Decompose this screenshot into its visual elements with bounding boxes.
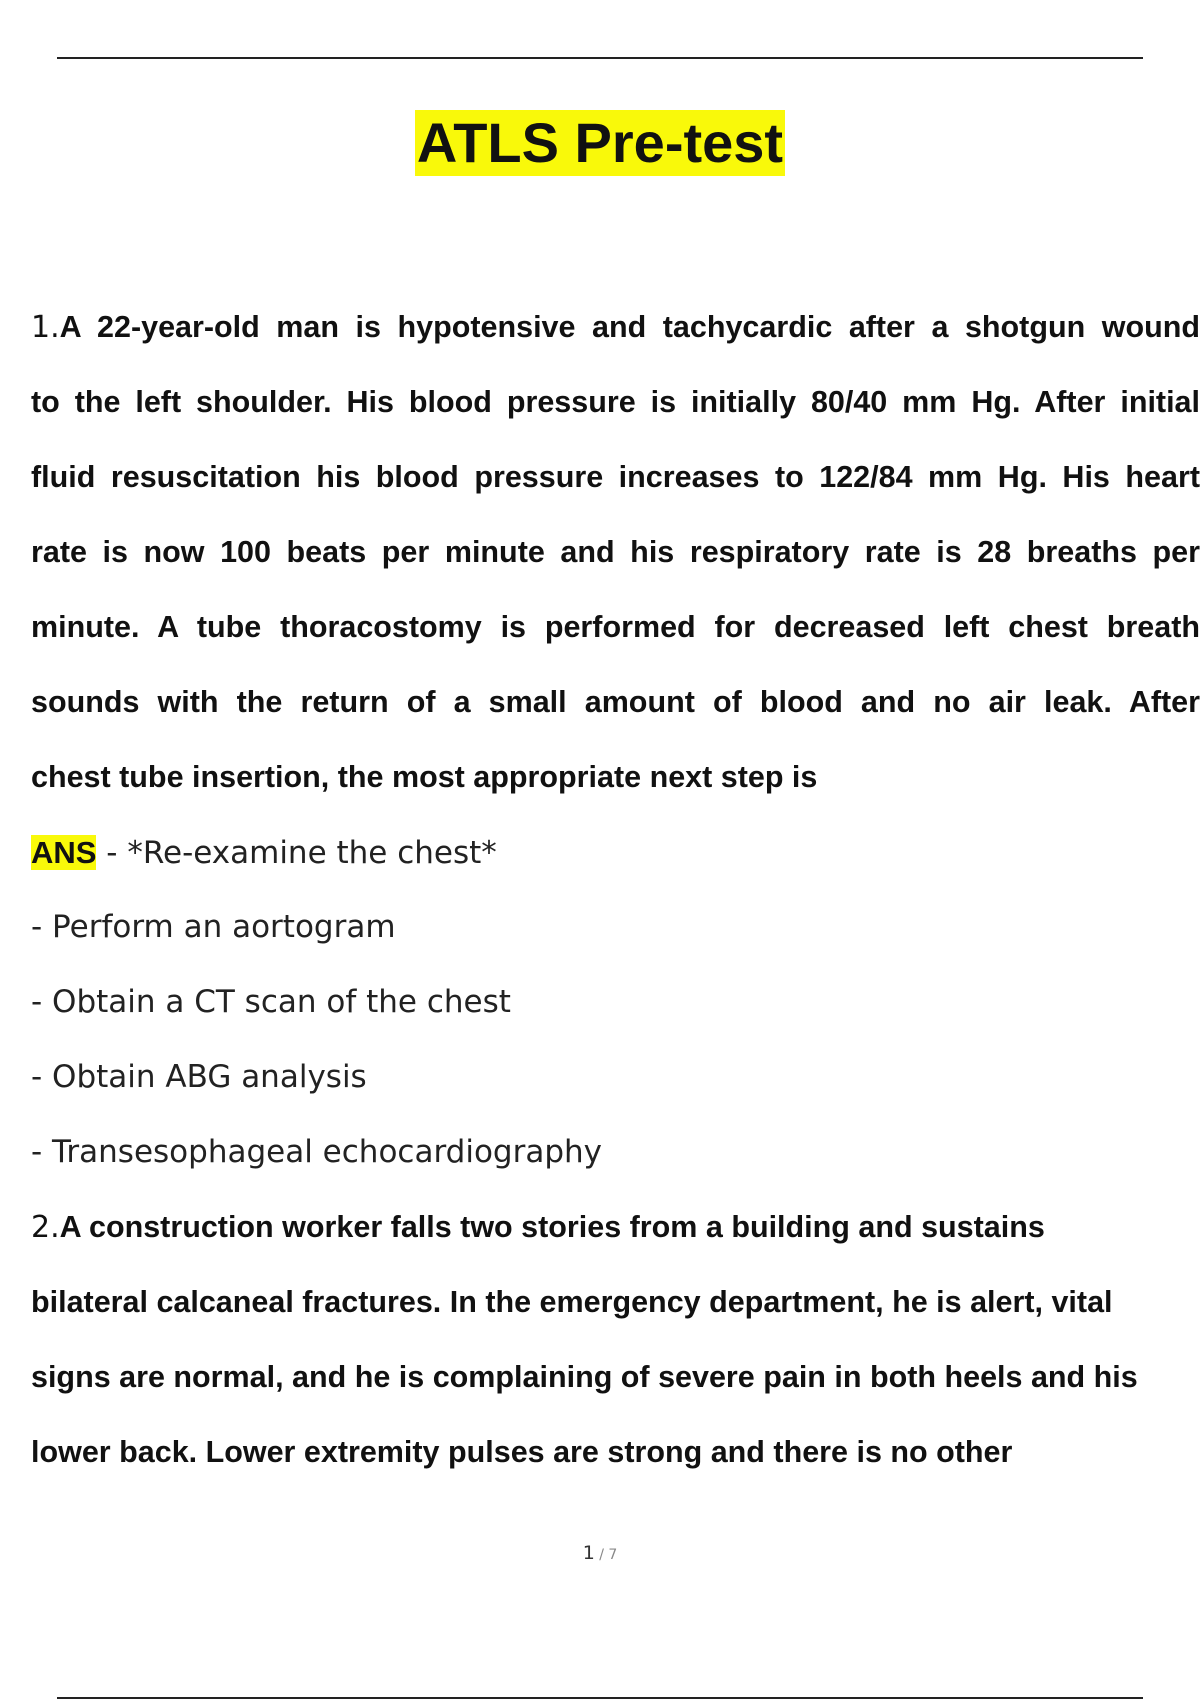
question-1-line-3: fluid resuscitation his blood pressure increases to 122/84 mm Hg. His heart [31,460,1200,494]
bottom-rule [57,1697,1143,1699]
question-1-text: A 22-year-old man is hypotensive and tachycardic after a shotgun wound [59,310,1200,344]
question-1-line-2: to the left shoulder. His blood pressure is initially 80/40 mm Hg. After initial [31,385,1200,419]
answer-label: ANS [31,835,97,870]
question-1-line-4: rate is now 100 beats per minute and his respiratory rate is 28 breaths per [31,535,1200,569]
title-container [0,110,1200,176]
question-2-line-1 [31,1190,1200,1265]
page-total: / 7 [594,1547,618,1563]
question-1-line-7: chest tube insertion, the most appropriate next step is [31,760,818,794]
option-1: - Perform an aortogram [31,909,396,945]
question-1-line-1 [31,290,1200,365]
question-1-line-5: minute. A tube thoracostomy is performed for decreased left chest breath [31,610,1200,644]
question-1-line-6: sounds with the return of a small amount of blood and no air leak. After [31,685,1200,719]
document-title: ATLS Pre-test [416,111,784,174]
page-number [0,1542,1200,1564]
question-2-line-3: signs are normal, and he is complaining of severe pain in both heels and his [31,1360,1138,1394]
question-1-number: 1. [31,310,60,345]
question-2-number: 2. [31,1210,60,1245]
question-2-text: A construction worker falls two stories from a building and sustains [59,1210,1045,1244]
option-3: - Obtain ABG analysis [31,1059,367,1095]
top-rule [57,57,1143,59]
answer-line [31,815,1200,890]
question-2-line-2: bilateral calcaneal fractures. In the emergency department, he is alert, vital [31,1285,1113,1319]
document-body [31,290,1200,1490]
question-2-line-4: lower back. Lower extremity pulses are strong and there is no other [31,1435,1013,1469]
option-2: - Obtain a CT scan of the chest [31,984,511,1020]
answer-text: - *Re-examine the chest* [96,835,497,871]
page-current: 1 [582,1542,595,1564]
option-4: - Transesophageal echocardiography [31,1134,603,1170]
